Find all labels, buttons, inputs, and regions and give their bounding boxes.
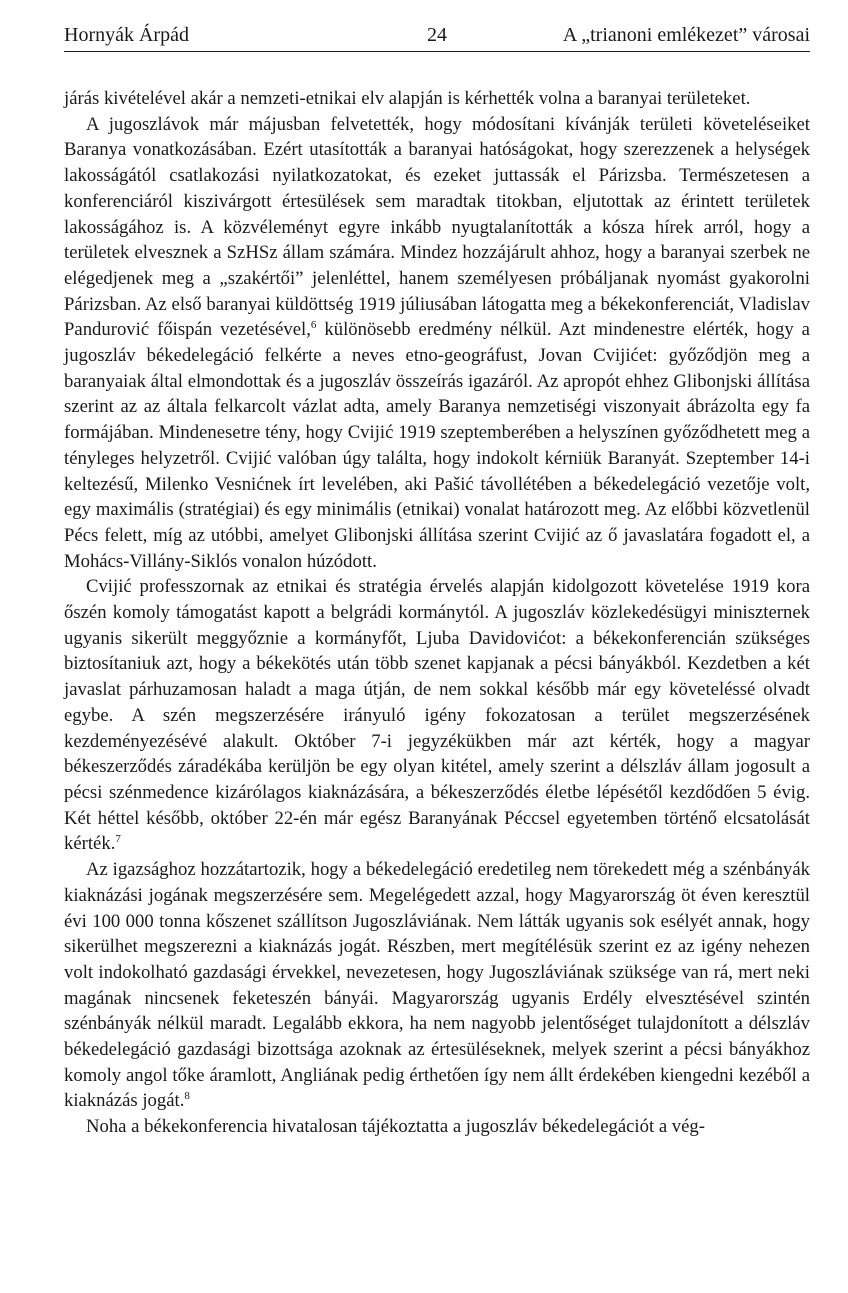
paragraph: Cvijić professzornak az etnikai és stratégia érvelés alapján kidolgozott követelése 1919 kora őszén komoly támogatást kapott a belgrádi kormánytól. A jugoszláv közlekedésügyi miniszternek ugyanis sikerült meggyőznie a kormányfőt, Ljuba Davidovićot: a békekonferencián szükséges biztosítaniuk azt, hogy a békekötés után több szenet kapjanak a pécsi bányákból. Kezdetben a két javaslat párhuzamosan haladt a maga útján, de nem sokkal később már egy követeléssé olvadt egybe. A szén megszerzésére irányuló igény fokozatosan a terület megszerzésének kezdeményezésévé alakult. Október 7-i jegyzékükben már azt kérték, hogy a magyar békeszerződés záradékába kerüljön be egy olyan kitétel, amely szerint a délszláv állam jogosult a pécsi szénmedence kizárólagos kiaknázására, a békeszerződés életbe lépésétől kezdődően 5 évig. Két héttel később, október 22-én már egész Baranyának Péccsel egyetemben történő elcsatolását kérték.$^7$ (64, 576, 810, 855)
paragraph: Noha a békekonferencia hivatalosan tájékoztatta a jugoszláv békedelegációt a vég- (86, 1116, 705, 1138)
footnote-marker: 7 (115, 833, 121, 846)
header-title: A „trianoni emlékezet” városai (562, 24, 810, 46)
paragraph: A jugoszlávok már májusban felvetették, hogy módosítani kívánják területi követeléseiket Baranya vonatkozásában. Ezért utasították a baranyai hatóságokat, hogy szerezzenek a helységek lakosságától csatlakozási nyilatkozatokat, és ezeket juttassák el Párizsba. Természetesen a konferenciáról kiszivárgott értesülések sem maradtak titokban, eljutottak az érintett területek lakosságához is. A közvéleményt egyre inkább nyugtalanították a kósza hírek arról, hogy a területek elvesznek a SzHSz állam számára. Mindez hozzájárult ahhoz, hogy a baranyai szerbek ne elégedjenek meg a „szakértői” jelenléttel, hanem személyesen próbáljanak nyomást gyakorolni Párizsban. Az első baranyai küldöttség 1919 júliusában látogatta meg a békekonferenciát, Vladislav Pandurović főispán vezetésével,$^6$ különösebb eredmény nélkül. Azt mindenestre elérték, hogy a jugoszláv békedelegáció felkérte a neves etno-geográfust, Jovan Cvijićet: győződjön meg a baranyaiak által elmondottak és a jugoszláv összeírás igazáról. Az apropót ehhez Glibonjski állítása szerint az az általa felkarcolt vázlat adta, amely Baranya nemzetiségi viszonyait ábrázolta egy fa formájában. Mindenesetre tény, hogy Cvijić 1919 szeptemberében a helyszínen győződhetett meg a tényleges helyzetről. Cvijić valóban úgy találta, hogy indokolt kérniük Baranyát. Szeptember 14-i keltezésű, Milenko Vesnićnek írt levelében, aki Pašić távollétében a békedelegáció vezetője volt, egy maximális (stratégiai) és egy minimális (etnikai) vonalat határozott meg. Az előbbi közvetlenül Pécs felett, míg az utóbbi, amelyet Glibonjski állítása szerint Cvijić az ő javaslatára fogadott el, a Mohács-Villány-Siklós vonalon húzódott. (64, 113, 810, 572)
page-number: 24 (427, 24, 447, 46)
footnote-marker: 6 (310, 319, 317, 332)
paragraph: járás kivételével akár a nemzeti-etnikai elv alapján is kérhették volna a baranyai területeket. (64, 88, 751, 109)
footnote-marker: 8 (184, 1090, 190, 1103)
page (64, 22, 810, 1140)
body-text (64, 86, 810, 1140)
paragraph: Az igazsághoz hozzátartozik, hogy a békedelegáció eredetileg nem törekedett még a szénbányák kiaknázási jogának megszerzésére sem. Megelégedett azzal, hogy Magyarország öt éven keresztül évi 100 000 tonna kőszenet szállítson Jugoszláviának. Nem látták ugyanis sok esélyét annak, hogy sikerülhet megszerezni a kiaknázás jogát. Részben, mert megítélésük szerint ez az igény nehezen volt indokolható gazdasági érvekkel, nevezetesen, hogy Jugoszláviának szüksége van rá, mert neki magának nincsenek feketeszén bányái. Magyarország ugyanis Erdély elvesztésével szintén szénbányák nélkül maradt. Legalább ekkora, ha nem nagyobb jelentőséget tulajdonított a délszláv békedelegáció gazdasági bizottsága azoknak az értesüléseknek, melyek szerint a pécsi bányákhoz komoly angol tőke áramlott, Angliának pedig érthetően így nem állt érdekében kiengedni kezéből a kiaknázás jogát.$^8$ (64, 859, 810, 1112)
header-author: Hornyák Árpád (64, 24, 189, 46)
running-header (64, 22, 810, 52)
